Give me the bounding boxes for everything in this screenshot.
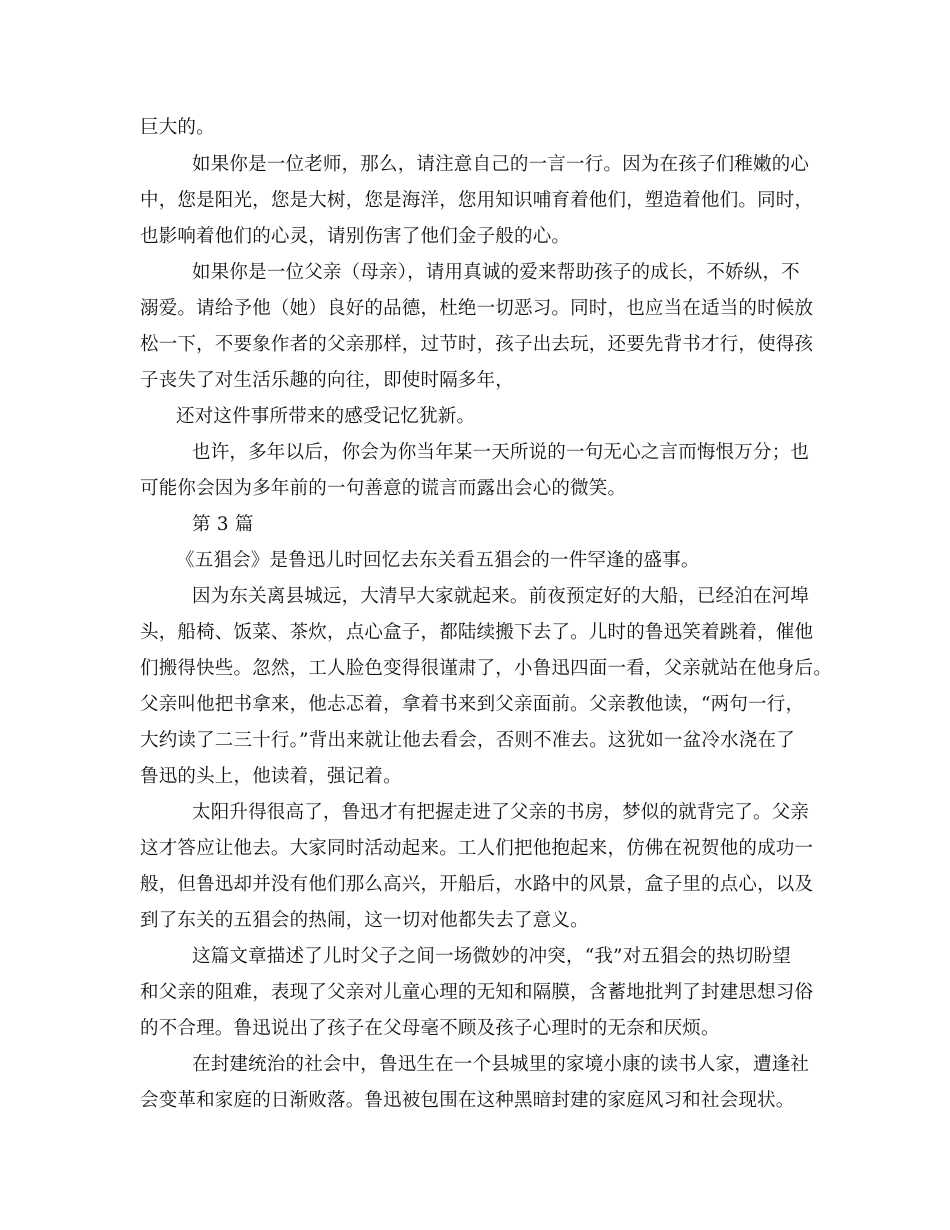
text-line: 鲁迅的头上，他读着，强记着。 <box>140 766 402 787</box>
text-line: 的不合理。鲁迅说出了孩子在父母毫不顾及孩子心理时的无奈和厌烦。 <box>140 1018 720 1039</box>
text-line: 松一下，不要象作者的父亲那样，过节时，孩子出去玩，还要先背书才行，使得孩 <box>140 334 814 355</box>
text-line: 在封建统治的社会中，鲁迅生在一个县城里的家境小康的读书人家，遭逢社 <box>192 1054 810 1075</box>
text-line: 溺爱。请给予他（她）良好的品德，杜绝一切恶习。同时，也应当在适当的时候放 <box>140 298 814 319</box>
text-line: 如果你是一位父亲（母亲），请用真诚的爱来帮助孩子的成长，不娇纵，不 <box>192 262 800 283</box>
text-line: 也许，多年以后，你会为你当年某一天所说的一句无心之言而悔恨万分；也 <box>192 442 810 463</box>
text-line: 们搬得快些。忽然，工人脸色变得很谨肃了，小鲁迅四面一看，父亲就站在他身后。 <box>140 658 832 679</box>
text-line: 大约读了二三十行。”背出来就让他去看会，否则不准去。这犹如一盆冷水浇在了 <box>140 730 795 751</box>
text-line: 还对这件事所带来的感受记忆犹新。 <box>176 406 476 427</box>
text-line: 会变革和家庭的日渐败落。鲁迅被包围在这种黑暗封建的家庭风习和社会现状。 <box>140 1090 795 1111</box>
section-heading: 第 3 篇 <box>192 514 254 535</box>
text-line: 巨大的。 <box>140 117 215 138</box>
text-line: 中，您是阳光，您是大树，您是海洋，您用知识哺育着他们，塑造着他们。同时， <box>140 190 814 211</box>
text-line: 可能你会因为多年前的一句善意的谎言而露出会心的微笑。 <box>140 478 627 499</box>
text-line: 《五猖会》是鲁迅儿时回忆去东关看五猖会的一件罕逢的盛事。 <box>176 550 700 571</box>
text-line: 头，船椅、饭菜、茶炊，点心盒子，都陆续搬下去了。儿时的鲁迅笑着跳着，催他 <box>140 622 814 643</box>
text-line: 子丧失了对生活乐趣的向往，即使时隔多年， <box>140 370 515 391</box>
text-line: 这才答应让他去。大家同时活动起来。工人们把他抱起来，仿佛在祝贺他的成功一 <box>140 838 814 859</box>
text-line: 这篇文章描述了儿时父子之间一场微妙的冲突，“我”对五猖会的热切盼望 <box>192 946 792 967</box>
text-line: 般，但鲁迅却并没有他们那么高兴，开船后，水路中的风景，盒子里的点心，以及 <box>140 874 814 895</box>
text-line: 到了东关的五猖会的热闹，这一切对他都失去了意义。 <box>140 910 589 931</box>
text-line: 如果你是一位老师，那么，请注意自己的一言一行。因为在孩子们稚嫩的心 <box>192 154 810 175</box>
text-line: 和父亲的阻难，表现了父亲对儿童心理的无知和隔膜，含蓄地批判了封建思想习俗 <box>140 982 814 1003</box>
text-line: 因为东关离县城远，大清早大家就起来。前夜预定好的大船，已经泊在河埠 <box>192 586 810 607</box>
text-line: 太阳升得很高了，鲁迅才有把握走进了父亲的书房，梦似的就背完了。父亲 <box>192 802 810 823</box>
text-line: 父亲叫他把书拿来，他忐忑着，拿着书来到父亲面前。父亲教他读，“两句一行， <box>140 694 805 715</box>
text-line: 也影响着他们的心灵，请别伤害了他们金子般的心。 <box>140 226 571 247</box>
